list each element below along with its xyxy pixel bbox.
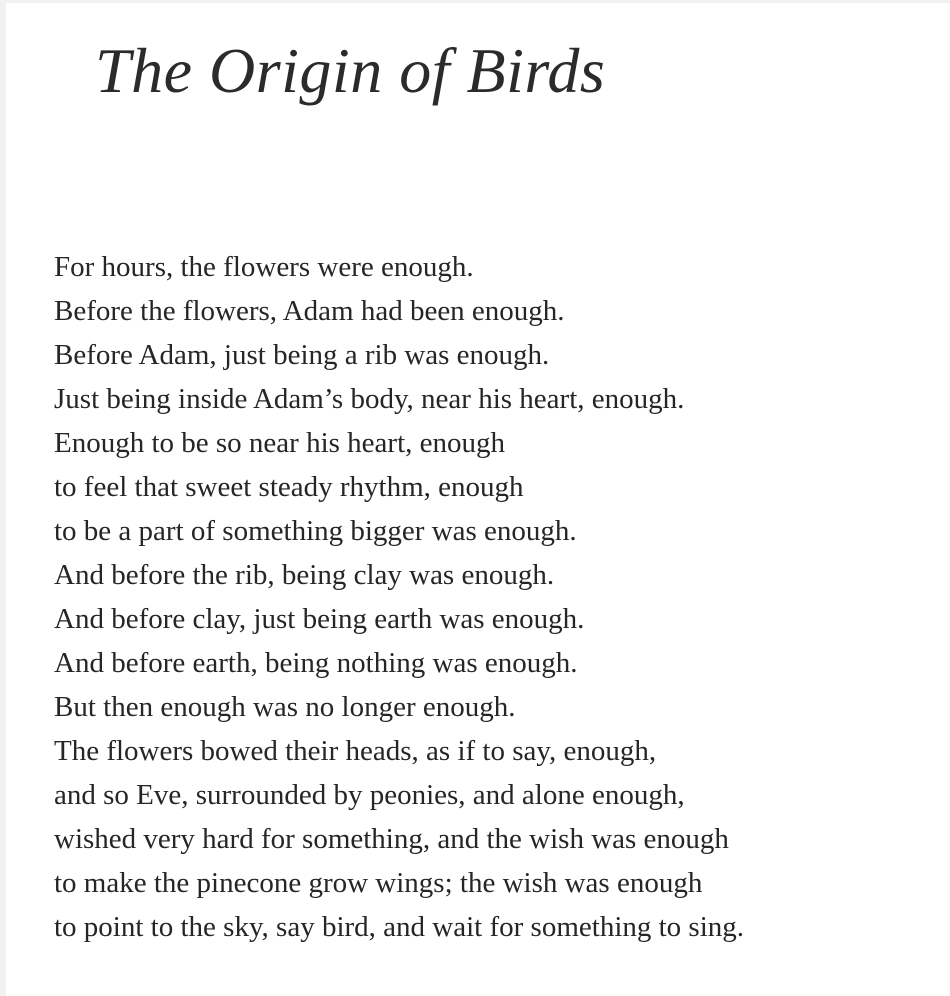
poem-line: to feel that sweet steady rhythm, enough [54,471,524,503]
poem-title: The Origin of Birds [95,35,606,106]
document-page [6,3,950,996]
poem-line: For hours, the flowers were enough. [54,251,474,283]
poem-line: to point to the sky, say bird, and wait for something to sing. [54,911,745,943]
poem-line: Enough to be so near his heart, enough [54,427,506,459]
poem-line: And before clay, just being earth was enough. [54,603,585,635]
poem-line: And before the rib, being clay was enough. [54,559,555,591]
poem-body [54,245,744,949]
poem-line: and so Eve, surrounded by peonies, and alone enough, [54,779,685,811]
poem-line: to be a part of something bigger was enough. [54,515,577,547]
poem-line: Before Adam, just being a rib was enough. [54,339,550,371]
poem-line: wished very hard for something, and the wish was enough [54,823,729,855]
poem-line: The flowers bowed their heads, as if to say, enough, [54,735,657,767]
poem-line: Before the flowers, Adam had been enough. [54,295,565,327]
poem-line: And before earth, being nothing was enough. [54,647,578,679]
poem-line: Just being inside Adam’s body, near his heart, enough. [54,383,685,415]
poem-line: to make the pinecone grow wings; the wish was enough [54,867,703,899]
poem-line: But then enough was no longer enough. [54,691,516,723]
